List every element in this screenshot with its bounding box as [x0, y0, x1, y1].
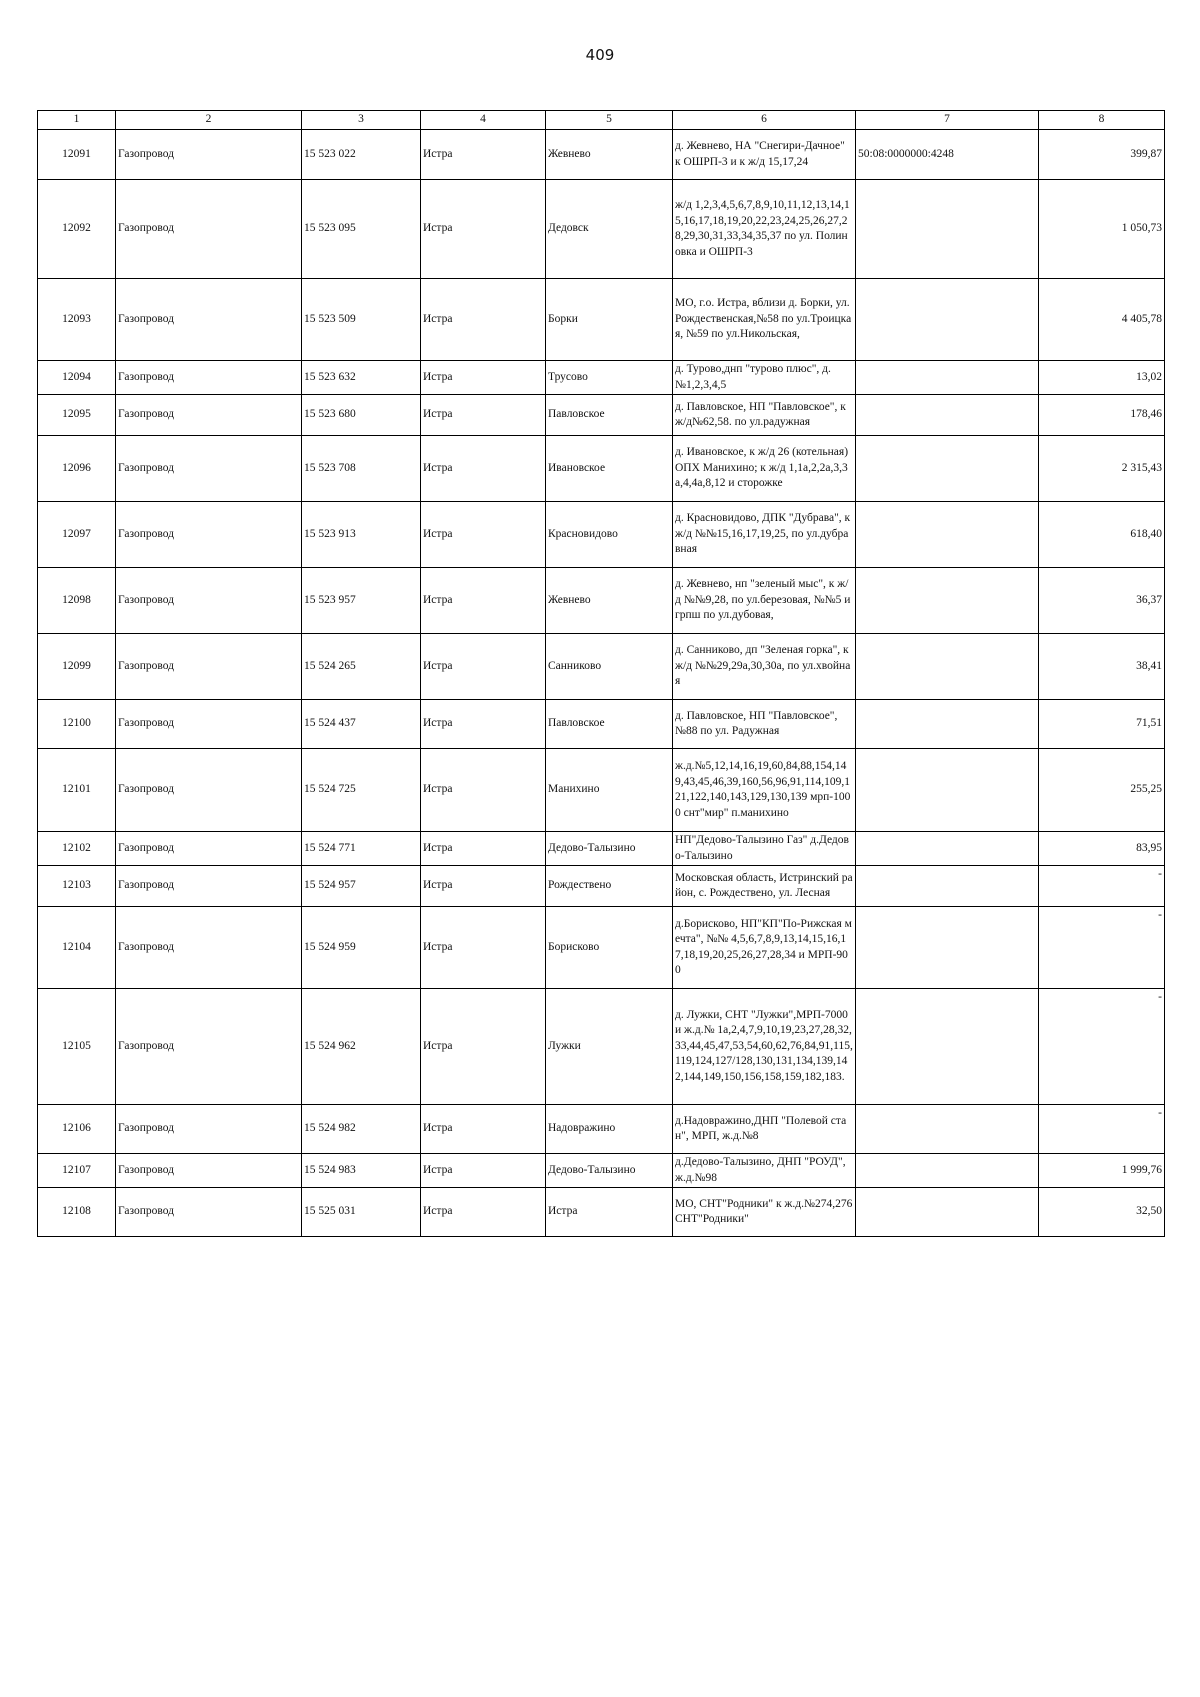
cell-cadastral-number [856, 180, 1039, 279]
cell-record-number: 12100 [38, 700, 116, 749]
table-row [38, 700, 1165, 749]
column-header: 6 [673, 111, 856, 130]
cell-inventory-code: 15 524 959 [302, 907, 421, 989]
cell-object-type: Газопровод [116, 568, 302, 634]
cell-length-value: 399,87 [1039, 130, 1165, 180]
cell-record-number: 12097 [38, 502, 116, 568]
cell-locality: Рождествено [546, 866, 673, 907]
cell-locality: Манихино [546, 749, 673, 832]
cell-object-type: Газопровод [116, 130, 302, 180]
table-row [38, 832, 1165, 866]
cell-locality: Лужки [546, 989, 673, 1105]
cell-object-type: Газопровод [116, 436, 302, 502]
cell-district: Истра [421, 180, 546, 279]
cell-record-number: 12106 [38, 1105, 116, 1154]
cell-record-number: 12091 [38, 130, 116, 180]
cell-object-type: Газопровод [116, 395, 302, 436]
cell-length-value: - [1039, 989, 1165, 1105]
table-row [38, 866, 1165, 907]
cell-address: ж/д 1,2,3,4,5,6,7,8,9,10,11,12,13,14,15,16,17,18,19,20,22,23,24,25,26,27,28,29,30,31,33,34,35,37 по ул. Полиновка и ОШРП-3 [673, 180, 856, 279]
cell-locality: Борисково [546, 907, 673, 989]
cell-district: Истра [421, 395, 546, 436]
cell-record-number: 12099 [38, 634, 116, 700]
cell-district: Истра [421, 832, 546, 866]
table-row [38, 907, 1165, 989]
cell-district: Истра [421, 1188, 546, 1237]
table-row [38, 436, 1165, 502]
cell-locality: Дедово-Талызино [546, 832, 673, 866]
cell-cadastral-number [856, 634, 1039, 700]
cell-inventory-code: 15 524 265 [302, 634, 421, 700]
cell-length-value: - [1039, 1105, 1165, 1154]
cell-locality: Жевнево [546, 130, 673, 180]
cell-inventory-code: 15 524 962 [302, 989, 421, 1105]
cell-address: д. Павловское, НП "Павловское", №88 по ул. Радужная [673, 700, 856, 749]
cell-inventory-code: 15 524 983 [302, 1154, 421, 1188]
cell-address: д. Ивановское, к ж/д 26 (котельная) ОПХ Манихино; к ж/д 1,1а,2,2а,3,3а,4,4а,8,12 и сторожке [673, 436, 856, 502]
cell-locality: Борки [546, 279, 673, 361]
column-header: 4 [421, 111, 546, 130]
cell-record-number: 12095 [38, 395, 116, 436]
table-row [38, 1154, 1165, 1188]
cell-record-number: 12094 [38, 361, 116, 395]
cell-record-number: 12105 [38, 989, 116, 1105]
cell-length-value: 71,51 [1039, 700, 1165, 749]
cell-address: д. Санниково, дп "Зеленая горка", к ж/д №№29,29а,30,30а, по ул.хвойная [673, 634, 856, 700]
cell-inventory-code: 15 524 725 [302, 749, 421, 832]
cell-length-value: 38,41 [1039, 634, 1165, 700]
cell-cadastral-number [856, 1154, 1039, 1188]
cell-cadastral-number [856, 1188, 1039, 1237]
cell-cadastral-number [856, 989, 1039, 1105]
registry-table [37, 110, 1165, 1237]
cell-length-value: 1 050,73 [1039, 180, 1165, 279]
cell-district: Истра [421, 279, 546, 361]
cell-cadastral-number [856, 361, 1039, 395]
cell-object-type: Газопровод [116, 1154, 302, 1188]
cell-record-number: 12108 [38, 1188, 116, 1237]
cell-locality: Красновидово [546, 502, 673, 568]
cell-object-type: Газопровод [116, 1105, 302, 1154]
cell-length-value: 178,46 [1039, 395, 1165, 436]
cell-inventory-code: 15 523 708 [302, 436, 421, 502]
table-row [38, 395, 1165, 436]
cell-cadastral-number [856, 502, 1039, 568]
cell-locality: Дедово-Талызино [546, 1154, 673, 1188]
cell-address: д. Жевнево, НА "Снегири-Дачное" к ОШРП-3 и к ж/д 15,17,24 [673, 130, 856, 180]
cell-record-number: 12098 [38, 568, 116, 634]
cell-record-number: 12102 [38, 832, 116, 866]
table-row [38, 180, 1165, 279]
table-row [38, 1188, 1165, 1237]
cell-district: Истра [421, 1154, 546, 1188]
cell-object-type: Газопровод [116, 907, 302, 989]
cell-object-type: Газопровод [116, 866, 302, 907]
cell-object-type: Газопровод [116, 180, 302, 279]
column-header: 1 [38, 111, 116, 130]
table-row [38, 749, 1165, 832]
cell-object-type: Газопровод [116, 832, 302, 866]
cell-locality: Павловское [546, 700, 673, 749]
cell-address: МО, СНТ"Родники" к ж.д.№274,276 СНТ"Родники" [673, 1188, 856, 1237]
cell-object-type: Газопровод [116, 634, 302, 700]
cell-object-type: Газопровод [116, 361, 302, 395]
cell-length-value: 2 315,43 [1039, 436, 1165, 502]
column-header: 2 [116, 111, 302, 130]
cell-district: Истра [421, 1105, 546, 1154]
table-row [38, 130, 1165, 180]
cell-object-type: Газопровод [116, 700, 302, 749]
cell-inventory-code: 15 524 771 [302, 832, 421, 866]
column-header: 3 [302, 111, 421, 130]
table-body [38, 130, 1165, 1237]
cell-record-number: 12107 [38, 1154, 116, 1188]
cell-inventory-code: 15 524 437 [302, 700, 421, 749]
cell-district: Истра [421, 700, 546, 749]
cell-district: Истра [421, 866, 546, 907]
cell-district: Истра [421, 989, 546, 1105]
cell-object-type: Газопровод [116, 989, 302, 1105]
cell-locality: Трусово [546, 361, 673, 395]
cell-locality: Ивановское [546, 436, 673, 502]
cell-locality: Надовражино [546, 1105, 673, 1154]
cell-inventory-code: 15 524 957 [302, 866, 421, 907]
cell-address: д.Борисково, НП"КП"По-Рижская мечта", №№ 4,5,6,7,8,9,13,14,15,16,17,18,19,20,25,26,27,28,34 и МРП-900 [673, 907, 856, 989]
column-header: 5 [546, 111, 673, 130]
cell-cadastral-number [856, 700, 1039, 749]
cell-record-number: 12101 [38, 749, 116, 832]
cell-cadastral-number: 50:08:0000000:4248 [856, 130, 1039, 180]
cell-locality: Санниково [546, 634, 673, 700]
cell-locality: Дедовск [546, 180, 673, 279]
cell-length-value: 1 999,76 [1039, 1154, 1165, 1188]
table-row [38, 1105, 1165, 1154]
cell-address: ж.д.№5,12,14,16,19,60,84,88,154,149,43,45,46,39,160,56,96,91,114,109,121,122,140,143,129,130,139 мрп-1000 снт"мир" п.манихино [673, 749, 856, 832]
cell-length-value: 32,50 [1039, 1188, 1165, 1237]
cell-object-type: Газопровод [116, 749, 302, 832]
cell-district: Истра [421, 634, 546, 700]
cell-address: д. Павловское, НП "Павловское", к ж/д№62,58. по ул.радужная [673, 395, 856, 436]
cell-inventory-code: 15 523 095 [302, 180, 421, 279]
cell-cadastral-number [856, 436, 1039, 502]
cell-inventory-code: 15 523 509 [302, 279, 421, 361]
cell-cadastral-number [856, 866, 1039, 907]
cell-address: д. Турово,днп "турово плюс", д. №1,2,3,4,5 [673, 361, 856, 395]
cell-district: Истра [421, 749, 546, 832]
cell-object-type: Газопровод [116, 1188, 302, 1237]
cell-inventory-code: 15 523 632 [302, 361, 421, 395]
cell-district: Истра [421, 436, 546, 502]
cell-cadastral-number [856, 832, 1039, 866]
cell-record-number: 12092 [38, 180, 116, 279]
cell-district: Истра [421, 568, 546, 634]
cell-record-number: 12103 [38, 866, 116, 907]
cell-cadastral-number [856, 749, 1039, 832]
cell-district: Истра [421, 361, 546, 395]
cell-record-number: 12104 [38, 907, 116, 989]
cell-address: д.Дедово-Талызино, ДНП "РОУД", ж.д.№98 [673, 1154, 856, 1188]
cell-address: НП"Дедово-Талызино Газ" д.Дедово-Талызино [673, 832, 856, 866]
cell-locality: Павловское [546, 395, 673, 436]
cell-cadastral-number [856, 907, 1039, 989]
cell-address: д. Лужки, СНТ "Лужки",МРП-7000 и ж.д.№ 1а,2,4,7,9,10,19,23,27,28,32,33,44,45,47,53,54,60,62,76,84,91,115,119,124,127/128,130,131,134,139,142,144,149,150,156,158,159,182,183. [673, 989, 856, 1105]
cell-length-value: 13,02 [1039, 361, 1165, 395]
cell-inventory-code: 15 523 957 [302, 568, 421, 634]
cell-district: Истра [421, 502, 546, 568]
cell-cadastral-number [856, 279, 1039, 361]
cell-cadastral-number [856, 568, 1039, 634]
cell-locality: Жевнево [546, 568, 673, 634]
table-row [38, 279, 1165, 361]
cell-length-value: - [1039, 866, 1165, 907]
cell-inventory-code: 15 523 680 [302, 395, 421, 436]
cell-address: МО, г.о. Истра, вблизи д. Борки, ул.Рождественская,№58 по ул.Троицкая, №59 по ул.Никольская, [673, 279, 856, 361]
column-header: 8 [1039, 111, 1165, 130]
cell-address: д. Красновидово, ДПК "Дубрава", к ж/д №№15,16,17,19,25, по ул.дубравная [673, 502, 856, 568]
cell-address: Московская область, Истринский район, с. Рождествено, ул. Лесная [673, 866, 856, 907]
cell-length-value: - [1039, 907, 1165, 989]
table-row [38, 989, 1165, 1105]
header-row [38, 111, 1165, 130]
cell-inventory-code: 15 524 982 [302, 1105, 421, 1154]
cell-object-type: Газопровод [116, 279, 302, 361]
cell-length-value: 36,37 [1039, 568, 1165, 634]
column-header: 7 [856, 111, 1039, 130]
cell-length-value: 255,25 [1039, 749, 1165, 832]
page-number: 409 [585, 46, 615, 64]
table-row [38, 502, 1165, 568]
cell-address: д.Надовражино,ДНП "Полевой стан", МРП, ж.д.№8 [673, 1105, 856, 1154]
cell-locality: Истра [546, 1188, 673, 1237]
table-row [38, 634, 1165, 700]
cell-record-number: 12096 [38, 436, 116, 502]
cell-inventory-code: 15 523 913 [302, 502, 421, 568]
cell-address: д. Жевнево, нп "зеленый мыс", к ж/д №№9,28, по ул.березовая, №№5 и грпш по ул.дубовая, [673, 568, 856, 634]
cell-cadastral-number [856, 1105, 1039, 1154]
cell-object-type: Газопровод [116, 502, 302, 568]
cell-length-value: 4 405,78 [1039, 279, 1165, 361]
table-row [38, 568, 1165, 634]
cell-district: Истра [421, 907, 546, 989]
cell-length-value: 618,40 [1039, 502, 1165, 568]
cell-length-value: 83,95 [1039, 832, 1165, 866]
table-row [38, 361, 1165, 395]
cell-inventory-code: 15 525 031 [302, 1188, 421, 1237]
cell-record-number: 12093 [38, 279, 116, 361]
cell-inventory-code: 15 523 022 [302, 130, 421, 180]
cell-cadastral-number [856, 395, 1039, 436]
cell-district: Истра [421, 130, 546, 180]
